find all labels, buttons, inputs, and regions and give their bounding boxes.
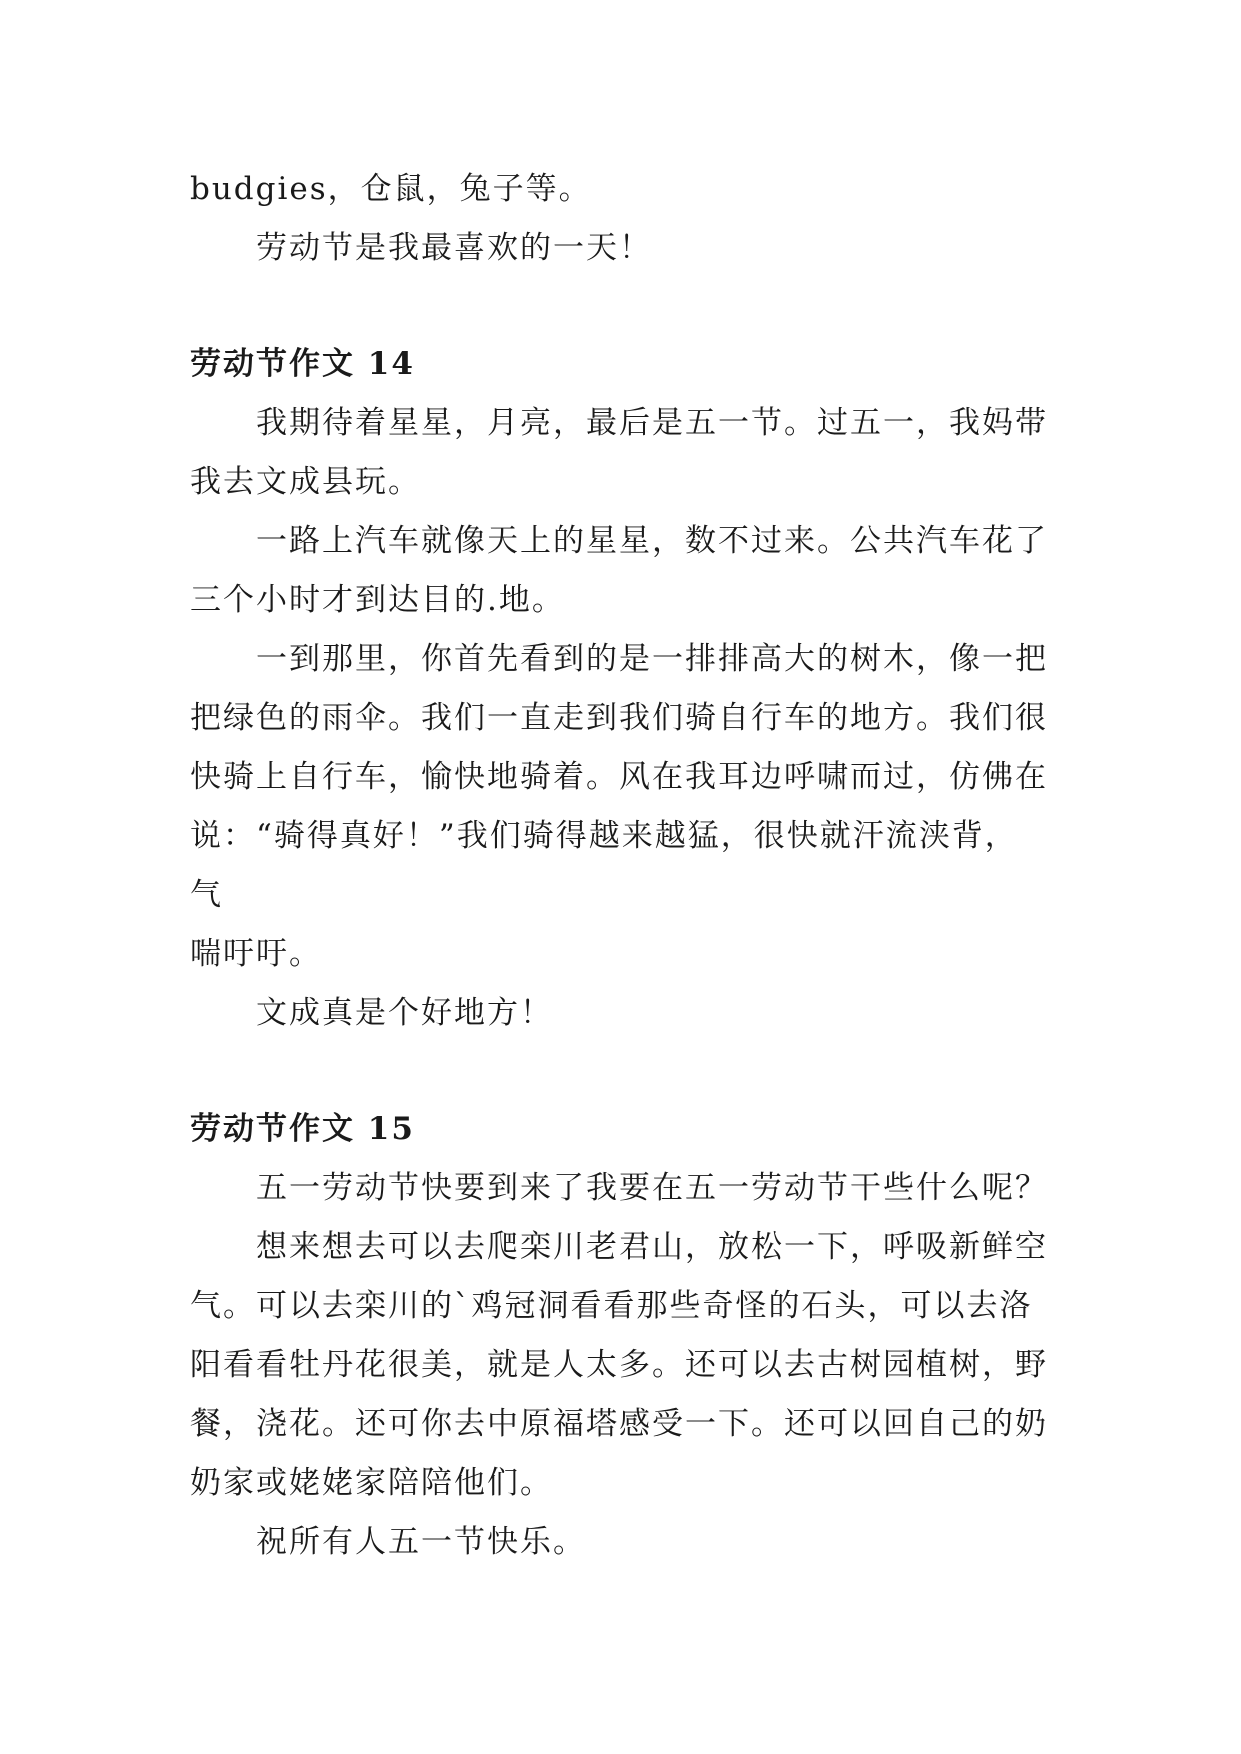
essay-15-title: 劳动节作文 15 (190, 1111, 415, 1147)
essay-15-section (190, 1100, 1050, 1572)
essay-15-p3-line-1: 祝所有人五一节快乐。 (256, 1524, 586, 1560)
essay-14-title: 劳动节作文 14 (190, 346, 415, 382)
essay-14-paragraph-1 (190, 394, 1050, 512)
essay-15-p2-line-3: 阳看看牡丹花很美，就是人太多。还可以去古树园植树，野 (190, 1347, 1048, 1383)
essay-15-p2-line-1: 想来想去可以去爬栾川老君山，放松一下，呼吸新鲜空 (256, 1229, 1048, 1265)
section-gap (190, 1043, 1050, 1100)
document-body (190, 160, 1050, 1572)
essay-14-section (190, 335, 1050, 1043)
essay-14-p3-line-5: 喘吁吁。 (190, 936, 322, 972)
essay-14-paragraph-4 (190, 984, 1050, 1043)
essay-14-p3-line-4: 说：“骑得真好！”我们骑得越来越猛，很快就汗流浃背，气 (190, 818, 1018, 913)
essay-14-p4-line-1: 文成真是个好地方！ (256, 995, 553, 1031)
essay-15-p2-line-2: 气。可以去栾川的`鸡冠洞看看那些奇怪的石头，可以去洛 (190, 1288, 1033, 1324)
essay-15-paragraph-1 (190, 1159, 1050, 1218)
essay-14-p2-line-1: 一路上汽车就像天上的星星，数不过来。公共汽车花了 (256, 523, 1048, 559)
essay-14-p3-line-2: 把绿色的雨伞。我们一直走到我们骑自行车的地方。我们很 (190, 700, 1048, 736)
essay-14-paragraph-2 (190, 512, 1050, 630)
paragraph-favorite-day: 劳动节是我最喜欢的一天！ (256, 230, 652, 266)
section-gap (190, 278, 1050, 335)
essay-14-paragraph-3 (190, 630, 1050, 984)
essay-14-p3-line-3: 快骑上自行车，愉快地骑着。风在我耳边呼啸而过，仿佛在 (190, 759, 1048, 795)
essay-14-p1-line-2: 我去文成县玩。 (190, 464, 421, 500)
essay-14-p2-line-2: 三个小时才到达目的.地。 (190, 582, 565, 618)
paragraph-pets-continued: budgies，仓鼠，兔子等。 (190, 171, 592, 207)
essay-14-p3-line-1: 一到那里，你首先看到的是一排排高大的树木，像一把 (256, 641, 1048, 677)
essay-15-paragraph-3 (190, 1513, 1050, 1572)
essay-15-p2-line-4: 餐，浇花。还可你去中原福塔感受一下。还可以回自己的奶 (190, 1406, 1048, 1442)
essay-14-p1-line-1: 我期待着星星，月亮，最后是五一节。过五一，我妈带 (256, 405, 1048, 441)
essay-15-paragraph-2 (190, 1218, 1050, 1513)
essay-15-p2-line-5: 奶家或姥姥家陪陪他们。 (190, 1465, 553, 1501)
essay-15-p1-line-1: 五一劳动节快要到来了我要在五一劳动节干些什么呢？ (256, 1170, 1048, 1206)
